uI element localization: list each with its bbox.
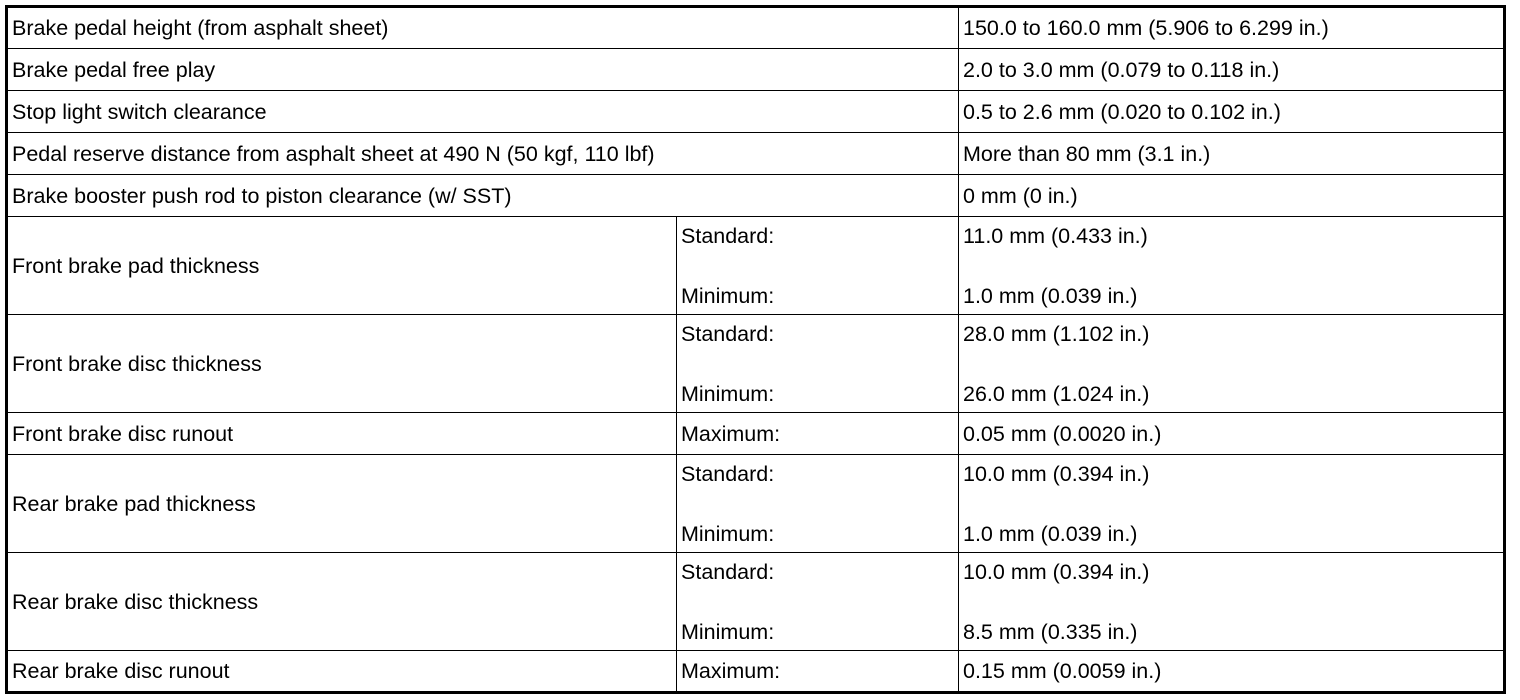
minimum-value: 26.0 mm (1.024 in.) [963,382,1150,406]
item-cell: Front brake disc runout [7,413,677,455]
minimum-value: 8.5 mm (0.335 in.) [963,620,1138,644]
item-cell: Rear brake disc runout [7,651,677,693]
label-cell: Maximum: [677,651,959,693]
value-cell [959,455,1505,553]
label-cell [677,455,959,553]
table-row [7,175,1505,217]
table-row [7,651,1505,693]
value-cell [959,315,1505,413]
item-cell: Brake booster push rod to piston clearance (w/ SST) [7,175,959,217]
item-cell: Rear brake disc thickness [7,553,677,651]
item-cell: Front brake pad thickness [7,217,677,315]
standard-value: 10.0 mm (0.394 in.) [963,560,1150,584]
value-cell: 0 mm (0 in.) [959,175,1505,217]
table-row [7,49,1505,91]
value-cell: 0.05 mm (0.0020 in.) [959,413,1505,455]
label-cell [677,553,959,651]
table-row [7,413,1505,455]
table-row [7,455,1505,553]
standard-label: Standard: [681,462,775,486]
item-cell: Brake pedal free play [7,49,959,91]
item-cell: Pedal reserve distance from asphalt sheet at 490 N (50 kgf, 110 lbf) [7,133,959,175]
item-cell: Brake pedal height (from asphalt sheet) [7,7,959,49]
table-row [7,217,1505,315]
minimum-value: 1.0 mm (0.039 in.) [963,522,1138,546]
value-cell [959,217,1505,315]
value-cell: 0.5 to 2.6 mm (0.020 to 0.102 in.) [959,91,1505,133]
minimum-label: Minimum: [681,522,775,546]
brake-specification-table [5,5,1506,694]
standard-value: 11.0 mm (0.433 in.) [963,224,1148,248]
table-row [7,133,1505,175]
label-cell [677,315,959,413]
value-cell [959,553,1505,651]
value-cell: 150.0 to 160.0 mm (5.906 to 6.299 in.) [959,7,1505,49]
standard-value: 28.0 mm (1.102 in.) [963,322,1150,346]
table-row [7,91,1505,133]
table-row [7,315,1505,413]
label-cell [677,217,959,315]
table-row [7,7,1505,49]
value-cell: More than 80 mm (3.1 in.) [959,133,1505,175]
standard-value: 10.0 mm (0.394 in.) [963,462,1150,486]
minimum-label: Minimum: [681,620,775,644]
value-cell: 2.0 to 3.0 mm (0.079 to 0.118 in.) [959,49,1505,91]
item-cell: Front brake disc thickness [7,315,677,413]
standard-label: Standard: [681,560,775,584]
label-cell: Maximum: [677,413,959,455]
item-cell: Rear brake pad thickness [7,455,677,553]
item-cell: Stop light switch clearance [7,91,959,133]
standard-label: Standard: [681,224,775,248]
minimum-label: Minimum: [681,382,775,406]
table-row [7,553,1505,651]
value-cell: 0.15 mm (0.0059 in.) [959,651,1505,693]
standard-label: Standard: [681,322,775,346]
minimum-value: 1.0 mm (0.039 in.) [963,284,1138,308]
minimum-label: Minimum: [681,284,775,308]
